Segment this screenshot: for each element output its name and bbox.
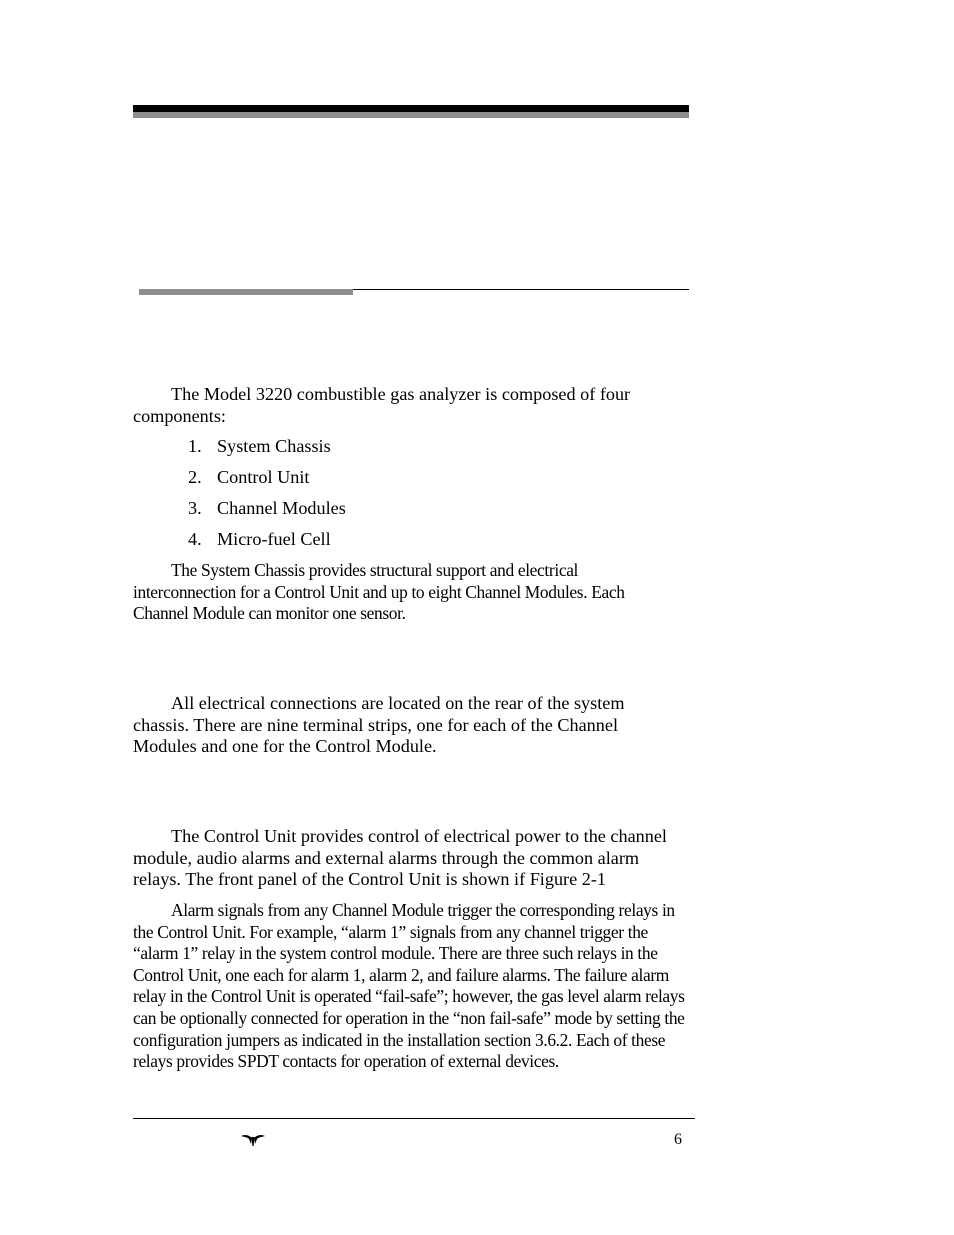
- electrical-connections-paragraph: All electrical connections are located on the rear of the system chassis. There are nine terminal strips, one for each of the Channel Modules and one for the Control Module.: [133, 693, 625, 757]
- header-rule-gray: [133, 112, 689, 118]
- list-item-number: 2.: [188, 467, 202, 487]
- list-item: [188, 467, 346, 498]
- list-item-number: 4.: [188, 529, 202, 549]
- header-rule-black: [133, 105, 689, 112]
- list-item: [188, 498, 346, 529]
- list-item-label: Channel Modules: [217, 498, 346, 518]
- list-item: [188, 529, 346, 560]
- list-item-number: 3.: [188, 498, 202, 518]
- components-list: [188, 436, 346, 560]
- section-rule-gray: [139, 289, 353, 295]
- list-item-label: Micro-fuel Cell: [217, 529, 331, 549]
- list-item-number: 1.: [188, 436, 202, 456]
- alarm-signals-paragraph: Alarm signals from any Channel Module trigger the corresponding relays in the Control Unit. For example, “alarm 1” signals from any channel trigger the “alarm 1” relay in the system control module. There are three such relays in the Control Unit, one each for alarm 1, alarm 2, and failure alarms. The failure alarm relay in the Control Unit is operated “fail-safe”; however, the gas level alarm relays can be optionally connected for operation in the “non fail-safe” mode by setting the configuration jumpers as indicated in the installation section 3.6.2. Each of these relays provides SPDT contacts for operation of external devices.: [133, 900, 685, 1072]
- list-item-label: System Chassis: [217, 436, 331, 456]
- list-item: [188, 436, 346, 467]
- list-item-label: Control Unit: [217, 467, 310, 487]
- page-number: 6: [674, 1131, 682, 1148]
- intro-paragraph: The Model 3220 combustible gas analyzer is composed of four components:: [133, 384, 631, 426]
- footer-rule: [133, 1118, 695, 1119]
- system-chassis-paragraph: The System Chassis provides structural support and electrical interconnection for a Control Unit and up to eight Channel Modules. Each Channel Module can monitor one sensor.: [133, 560, 625, 624]
- control-unit-paragraph: The Control Unit provides control of electrical power to the channel module, audio alarms and external alarms through the common alarm relays. The front panel of the Control Unit is shown if Figure 2-1: [133, 826, 667, 890]
- teledyne-logo-icon: [240, 1133, 266, 1147]
